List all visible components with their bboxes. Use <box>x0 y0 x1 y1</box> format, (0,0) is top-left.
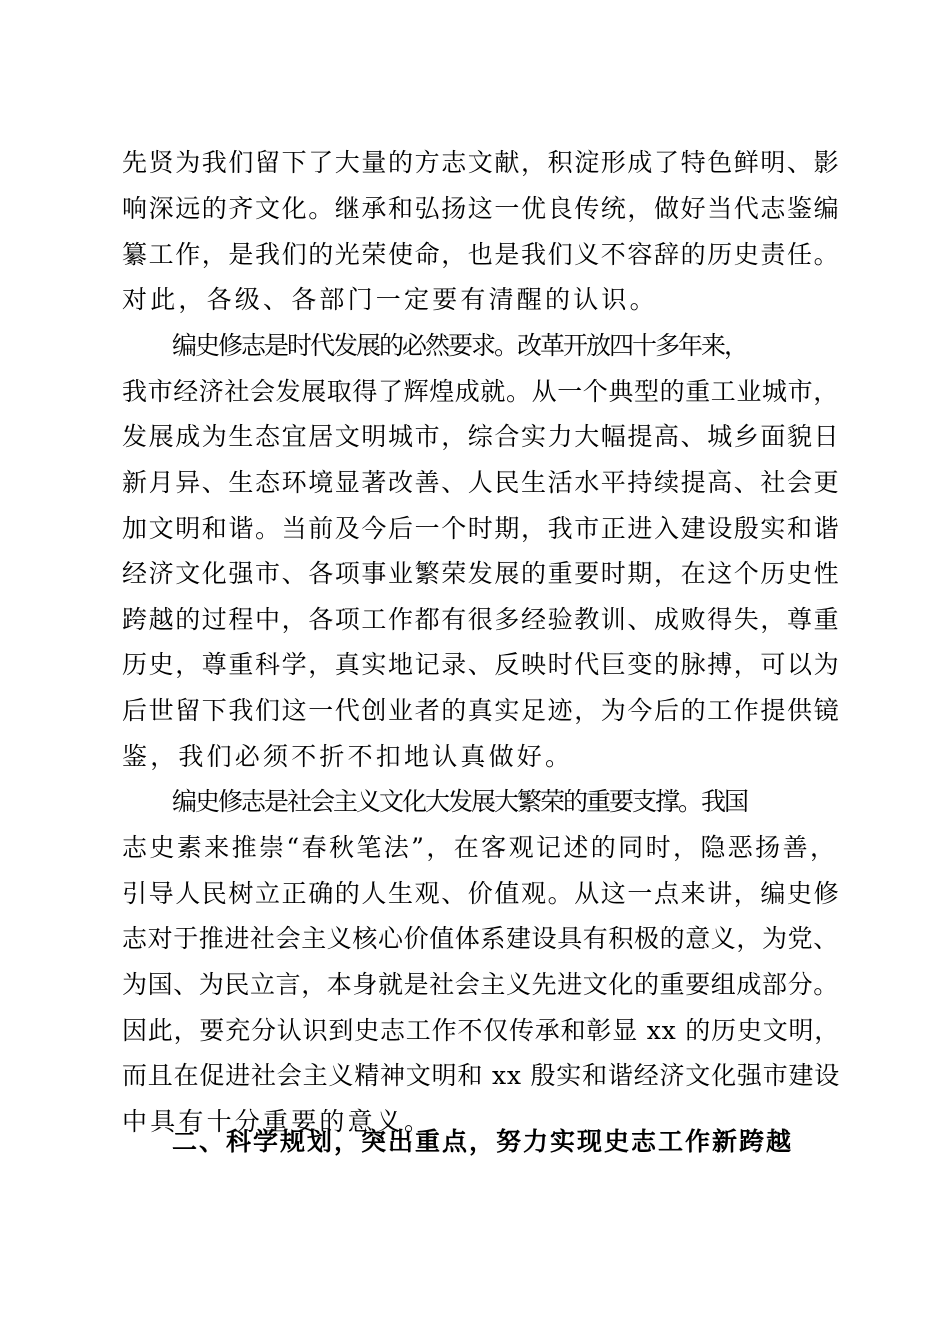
para3-line-2: 志史素来推崇“春秋笔法”，在客观记述的同时，隐恶扬善， <box>122 833 838 862</box>
para2-line-7: 跨越的过程中，各项工作都有很多经验教训、成败得失，尊重 <box>122 605 841 634</box>
para3-line-1: 编史修志是社会主义文化大发展大繁荣的重要支撑。我国 <box>172 787 748 816</box>
para2-line-4: 新月异、生态环境显著改善、人民生活水平持续提高、社会更 <box>122 468 841 497</box>
para1-line-2: 响深远的齐文化。继承和弘扬这一优良传统，做好当代志鉴编 <box>122 194 841 223</box>
para2-line-3: 发展成为生态宜居文明城市，综合实力大幅提高、城乡面貌日 <box>122 422 841 451</box>
section-heading: 二、科学规划，突出重点，努力实现史志工作新跨越 <box>172 1127 794 1156</box>
para3-line-7: 而且在促进社会主义精神文明和 xx 殷实和谐经济文化强市建设 <box>122 1061 841 1090</box>
para2-line-2: 我市经济社会发展取得了辉煌成就。从一个典型的重工业城市， <box>122 377 839 406</box>
para1-line-3: 纂工作，是我们的光荣使命，也是我们义不容辞的历史责任。 <box>122 240 841 269</box>
para3-line-3: 引导人民树立正确的人生观、价值观。从这一点来讲，编史修 <box>122 879 841 908</box>
para3-line-6: 因此，要充分认识到史志工作不仅传承和彰显 xx 的历史文明， <box>122 1016 841 1045</box>
para2-line-8: 历史，尊重科学，真实地记录、反映时代巨变的脉搏，可以为 <box>122 650 841 679</box>
para2-line-9: 后世留下我们这一代创业者的真实足迹，为今后的工作提供镜 <box>122 696 841 725</box>
para1-line-4: 对此，各级、各部门一定要有清醒的认识。 <box>122 285 658 314</box>
para2-line-5: 加文明和谐。当前及今后一个时期，我市正进入建设殷实和谐 <box>122 514 841 543</box>
para2-line-1: 编史修志是时代发展的必然要求。改革开放四十多年来， <box>172 331 748 360</box>
para1-line-1: 先贤为我们留下了大量的方志文献，积淀形成了特色鲜明、影 <box>122 148 841 177</box>
para2-line-10: 鉴，我们必须不折不扣地认真做好。 <box>122 742 574 771</box>
para3-line-5: 为国、为民立言，本身就是社会主义先进文化的重要组成部分。 <box>122 970 839 999</box>
para3-line-8: 中具有十分重要的意义。 <box>122 1107 433 1136</box>
para3-line-4: 志对于推进社会主义核心价值体系建设具有积极的意义，为党、 <box>122 924 839 953</box>
para2-line-6: 经济文化强市、各项事业繁荣发展的重要时期，在这个历史性 <box>122 559 841 588</box>
